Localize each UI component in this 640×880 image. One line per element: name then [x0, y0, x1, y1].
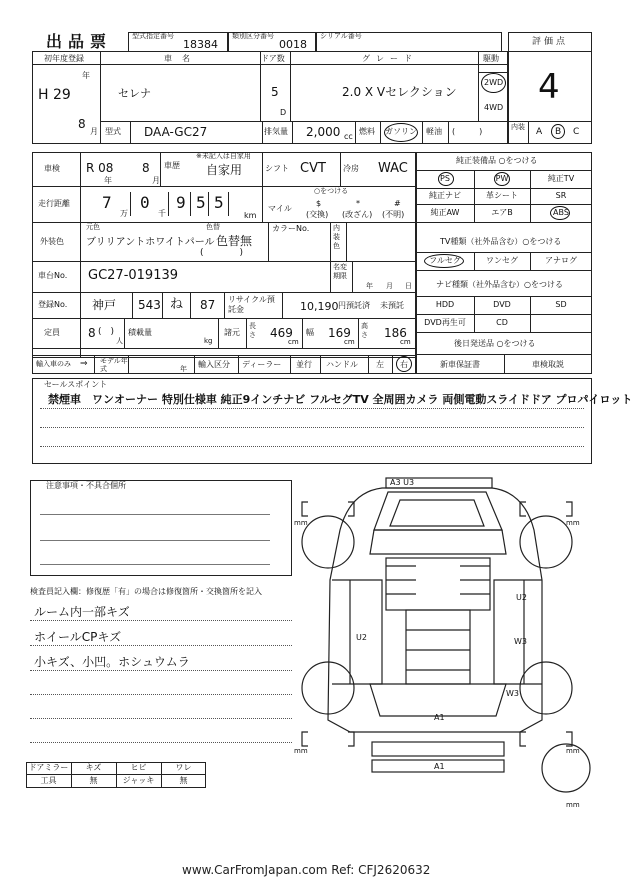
plate-region: 神戸 — [92, 298, 117, 312]
sales-points-box — [32, 378, 592, 464]
diag-mark-right-rear: W3 — [506, 689, 519, 698]
model-year-label: モデル年式 — [100, 357, 128, 373]
interior-a: A — [536, 127, 543, 137]
import-label: 輸入車のみ — [36, 360, 71, 368]
model-label: 型式 — [105, 127, 121, 136]
tools-header-break: ワレ — [175, 763, 192, 772]
unknown-label: (不明) — [382, 210, 405, 219]
tv-fullseg: フルセグ — [429, 256, 461, 265]
diag-mark-rear: A1 — [434, 713, 445, 722]
mileage-digit-5: 5 — [214, 193, 224, 212]
category-value: 0018 — [279, 38, 307, 51]
tools-header-mirror: ドアミラー — [28, 763, 69, 772]
mileage-mark-label: ○をつける — [314, 187, 349, 195]
mile-label: マイル — [268, 204, 292, 213]
interior-label: 内装 — [511, 123, 525, 131]
equip-ps: PS — [440, 174, 450, 183]
footer-watermark: www.CarFromJapan.com Ref: CFJ2620632 — [182, 863, 431, 877]
navi-hdd: HDD — [435, 300, 455, 309]
tv-oneseg: ワンセグ — [486, 256, 518, 265]
plate-label: 登録No. — [38, 300, 68, 309]
first-reg-era-year: H 29 — [38, 87, 71, 103]
drive-2wd: 2WD — [484, 78, 504, 87]
recycle-none: 未預託 — [380, 301, 404, 310]
history-label: 車歴 — [164, 161, 180, 170]
car-name-value: セレナ — [118, 87, 151, 100]
color-no-label: カラーNo. — [272, 224, 310, 233]
recycle-label: リサイクル預託金 — [228, 295, 275, 314]
sheet-title: 出品票 — [46, 32, 113, 51]
inspection-year-suffix: 年 — [104, 176, 112, 185]
equip-airbag: エアB — [491, 208, 513, 217]
doors-suffix: D — [280, 108, 287, 117]
inspection-month-suffix: 月 — [152, 176, 160, 185]
tire-front-right — [520, 516, 572, 568]
model-designation-label: 型式指定番号 — [132, 32, 174, 40]
grade-score-label: 評価点 — [532, 37, 569, 47]
tools-tools-label: 工具 — [40, 776, 57, 785]
model-designation-value: 18384 — [183, 38, 218, 51]
equip-pw: PW — [495, 174, 509, 183]
name-change-day: 日 — [405, 282, 412, 290]
chassis-value: GC27-019139 — [88, 268, 179, 283]
tools-jack-label: ジャッキ — [122, 776, 155, 785]
diag-mm-rl: mm — [294, 747, 308, 755]
parallel-label: 並行 — [296, 360, 312, 369]
width-unit: cm — [344, 338, 355, 346]
length-value: 469 — [270, 326, 293, 340]
inspector-line-1: ルーム内一部キズ — [34, 605, 130, 619]
mileage-digit-1: 7 — [102, 193, 112, 212]
orig-color-label: 元色 — [86, 223, 100, 231]
navi-sd: SD — [555, 300, 567, 309]
rear-bumper — [372, 742, 504, 756]
diag-mm-rr: mm — [566, 747, 580, 755]
tamper-label: (改ざん) — [342, 210, 373, 219]
navi-dvd-play: DVD再生可 — [424, 318, 466, 327]
notes-label: 注意事項・不具合個所 — [46, 481, 126, 490]
width-label: 幅 — [306, 328, 314, 337]
tv-header: TV種類（社外品含む）○をつける — [440, 237, 562, 246]
fuel-label: 燃料 — [359, 127, 375, 136]
spec-note-label: 諸元 — [224, 328, 240, 337]
load-label: 積載量 — [128, 328, 152, 337]
shift-label: シフト — [265, 164, 289, 173]
diag-mark-right-front: U2 — [516, 593, 527, 602]
handle-left: 左 — [376, 360, 384, 369]
tamper-symbol: * — [356, 199, 360, 208]
category-label: 類別区分番号 — [232, 32, 274, 40]
int-color-label: 内装色 — [333, 224, 340, 250]
tire-front-left — [302, 516, 354, 568]
handle-label: ハンドル — [326, 360, 358, 369]
recycle-value: 10,190 — [300, 300, 339, 313]
shift-value: CVT — [300, 161, 326, 176]
fuel-gas: ガソリン — [385, 127, 417, 136]
load-unit: kg — [204, 337, 213, 345]
inspection-year: R 08 — [86, 161, 114, 175]
docs-header: 後日発送品 ○をつける — [454, 339, 536, 348]
equip-aw: 純正AW — [430, 208, 460, 217]
paint-value: 色替無 — [216, 234, 253, 248]
navi-header: ナビ種類（社外品含む）○をつける — [436, 280, 563, 289]
history-value: 自家用 — [206, 163, 243, 177]
mileage-digit-4: 5 — [196, 193, 206, 212]
diag-mark-left-mid: U2 — [356, 633, 367, 642]
capacity-value: 8 — [88, 326, 96, 340]
equip-tv: 純正TV — [547, 174, 575, 183]
swap-symbol: $ — [316, 199, 322, 208]
car-name-label: 車名 — [164, 54, 200, 63]
ac-label: 冷房 — [343, 164, 359, 173]
equip-sr: SR — [555, 191, 567, 200]
name-change-year: 年 — [366, 282, 373, 290]
first-reg-month-suffix: 月 — [90, 127, 98, 136]
first-reg-label: 初年度登録 — [44, 54, 84, 63]
history-note: ※未記入は自家用 — [196, 152, 251, 160]
navi-cd: CD — [496, 318, 508, 327]
equip-leather: 革シート — [486, 191, 518, 200]
tire-rear-right — [520, 662, 572, 714]
doors-value: 5 — [271, 85, 279, 99]
tv-analog: アナログ — [545, 256, 577, 265]
swap-label: (交換) — [306, 210, 329, 219]
mileage-digit-2: 0 — [140, 193, 150, 212]
chassis-label: 車台No. — [38, 271, 68, 280]
mileage-unit: km — [244, 211, 257, 220]
mileage-man: 万 — [120, 209, 128, 218]
recycle-status: 円預託済 — [338, 301, 370, 310]
plate-class: 543 — [138, 298, 161, 312]
dealer-label: ディーラー — [242, 360, 282, 369]
paint-bracket: ( ) — [200, 248, 244, 258]
name-change-month: 月 — [386, 282, 393, 290]
diag-mm-fr: mm — [566, 519, 580, 527]
car-condition-diagram — [290, 470, 600, 820]
import-arrow: ⇒ — [80, 359, 88, 369]
interior-b: B — [555, 127, 562, 137]
height-label: 高さ — [361, 322, 368, 339]
tools-tools-value: 無 — [89, 776, 98, 785]
capacity-unit: 人 — [116, 337, 123, 345]
orig-color-value: ブリリアントホワイトパール — [86, 237, 215, 248]
equipment-header: 純正装備品 ○をつける — [456, 156, 538, 165]
name-change-label: 名変期限 — [333, 263, 347, 280]
color-label: 外装色 — [40, 237, 64, 246]
diag-mark-bumper: A1 — [434, 762, 445, 771]
inspector-line-2: ホイールCPキズ — [34, 630, 122, 644]
doors-label: ドア数 — [261, 54, 285, 63]
displacement-label: 排気量 — [264, 127, 288, 136]
equip-navi: 純正ナビ — [429, 191, 461, 200]
model-value: DAA-GC27 — [144, 125, 208, 139]
inspection-label: 車検 — [44, 164, 60, 173]
equip-abs: ABS — [553, 208, 569, 217]
plate-kana: ね — [170, 297, 184, 312]
grade-label: グレード — [362, 54, 418, 63]
mileage-digit-3: 9 — [176, 193, 186, 212]
capacity-label: 定員 — [44, 328, 60, 337]
length-unit: cm — [288, 338, 299, 346]
diag-mm-fl: mm — [294, 519, 308, 527]
first-reg-year-suffix: 年 — [82, 71, 90, 80]
height-value: 186 — [384, 326, 407, 340]
first-reg-month: 8 — [78, 117, 86, 131]
diag-mark-right-mid: W3 — [514, 637, 527, 646]
docs-manual: 車検取説 — [532, 360, 564, 369]
capacity-paren: ( ) — [98, 327, 115, 337]
displacement-value: 2,000 — [306, 125, 341, 139]
sales-points-label: セールスポイント — [44, 380, 108, 389]
diag-mark-front: A3 U3 — [390, 478, 415, 487]
tools-header-scratch: キズ — [85, 763, 102, 772]
grade-value: 2.0 X Vセレクション — [342, 85, 457, 99]
serial-label: シリアル番号 — [320, 32, 362, 40]
tools-header-crack: ヒビ — [130, 763, 147, 772]
mileage-sen: 千 — [158, 209, 166, 218]
inspector-label: 検査員記入欄：修復歴「有」の場合は修復箇所・交換箇所を記入 — [30, 587, 262, 596]
sales-points-text: 禁煙車 ワンオーナー 特別仕様車 純正9インチナビ フルセグTV 全周囲カメラ 両側電動スライドドア プロパイロット — [48, 393, 633, 406]
mileage-label: 走行距離 — [38, 199, 70, 208]
fuel-bracket: ( ) — [452, 127, 483, 136]
fuel-diesel: 軽油 — [426, 127, 442, 136]
unknown-symbol: # — [394, 199, 401, 208]
width-value: 169 — [328, 326, 351, 340]
ac-value: WAC — [378, 161, 408, 176]
grade-score-value: 4 — [538, 67, 560, 107]
height-unit: cm — [400, 338, 411, 346]
navi-dvd: DVD — [493, 300, 511, 309]
notes-box — [30, 480, 292, 576]
interior-c: C — [573, 127, 580, 137]
displacement-unit: cc — [344, 132, 353, 141]
drive-4wd: 4WD — [484, 103, 504, 112]
tools-jack-value: 無 — [179, 776, 188, 785]
drive-label: 駆動 — [483, 54, 499, 63]
length-label: 長さ — [249, 322, 256, 339]
inspector-line-3: 小キズ、小凹。ホシュウムラ — [34, 655, 190, 669]
model-year-suffix: 年 — [180, 365, 187, 373]
import-type-label: 輸入区分 — [198, 360, 230, 369]
inspection-month: 8 — [142, 161, 150, 175]
paint-label: 色替 — [206, 223, 220, 231]
diag-mm-spare: mm — [566, 801, 580, 809]
docs-warranty: 新車保証書 — [440, 360, 480, 369]
handle-right: 右 — [400, 360, 408, 369]
plate-number: 87 — [200, 298, 216, 312]
